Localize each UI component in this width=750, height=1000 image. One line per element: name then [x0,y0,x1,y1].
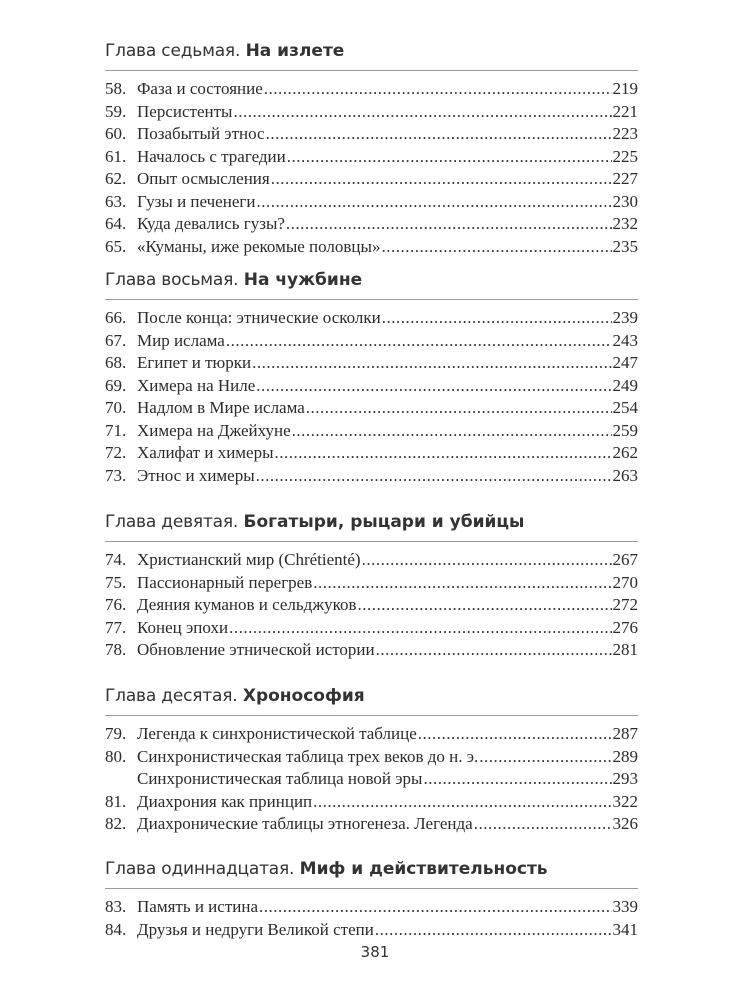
chapter-title: На излете [245,41,345,61]
entry-page: 221 [612,101,638,121]
chapter-11 [105,858,638,941]
dot-leader [306,397,612,420]
toc-entry [105,307,638,330]
dot-leader [313,791,611,814]
entry-title: Куда девались гузы? [137,214,285,233]
toc-entry [105,572,638,595]
toc-entry [105,375,638,398]
chapter-prefix: Глава седьмая. [105,41,241,61]
entry-page: 293 [612,769,638,788]
entry-title: Синхронистическая таблица трех веков до н. э. [137,746,479,766]
toc-entry [105,397,638,420]
entry-title: Конец эпохи [137,617,229,637]
entry-list [105,307,638,487]
entry-page: 232 [612,214,638,233]
chapter-9 [105,511,638,662]
entry-number: 83. [105,897,127,916]
entry-page: 223 [612,124,638,143]
entry-number: 71. [105,420,127,440]
entry-title: Память и истина [137,897,258,916]
dot-leader [362,549,612,572]
entry-title: Обновление этнической истории [137,640,375,659]
dot-leader [264,78,612,101]
toc-entry [105,168,638,191]
entry-title: Началось с трагедии [137,146,286,166]
entry-title: Химера на Ниле [137,375,256,395]
toc-entry [105,123,638,146]
toc-entry [105,213,638,236]
entry-number: 81. [105,791,127,811]
entry-title: Диахрония как принцип [137,791,313,811]
chapter-prefix: Глава одиннадцатая. [105,859,295,879]
entry-page: 230 [612,191,638,211]
entry-title: Пассионарный перегрев [137,572,313,592]
entry-title: Фаза и состояние [137,79,263,98]
toc-entry [105,813,638,836]
chapter-prefix: Глава девятая. [105,512,239,532]
entry-page: 341 [612,919,638,939]
entry-number: 82. [105,814,127,833]
dot-leader [418,723,612,746]
entry-number: 76. [105,595,127,614]
entry-title: Химера на Джейхуне [137,420,291,440]
dot-leader [233,101,611,124]
entry-title: Египет и тюрки [137,353,252,372]
entry-number: 78. [105,640,127,659]
toc-entry [105,442,638,465]
toc-entry [105,768,638,791]
entry-list [105,78,638,258]
dot-leader [256,375,611,398]
entry-title: Друзья и недруги Великой степи [137,919,374,939]
entry-number: 69. [105,375,127,395]
toc-entry [105,549,638,572]
chapter-title: Богатыри, рыцари и убийцы [243,512,525,532]
chapter-prefix: Глава десятая. [105,686,238,706]
entry-page: 326 [612,814,638,833]
toc-entry [105,420,638,443]
entry-number: 61. [105,146,127,166]
chapter-10 [105,685,638,836]
dot-leader [381,236,611,259]
toc-entry [105,78,638,101]
dot-leader [252,352,611,375]
entry-page: 270 [612,572,638,592]
entry-number: 62. [105,169,127,188]
entry-number: 68. [105,353,127,372]
dot-leader [376,639,612,662]
entry-page: 227 [612,169,638,188]
dot-leader [275,442,612,465]
entry-page: 267 [612,550,638,569]
toc-entry [105,465,638,488]
dot-leader [226,330,612,353]
entry-number: 79. [105,724,127,743]
dot-leader [271,168,612,191]
dot-leader [287,146,612,169]
dot-leader [474,813,612,836]
chapter-8 [105,269,638,487]
entry-number: 59. [105,101,127,121]
entry-number: 77. [105,617,127,637]
entry-page: 289 [612,746,638,766]
dot-leader [292,420,612,443]
chapter-heading [105,858,638,889]
toc-entry [105,723,638,746]
entry-page: 272 [612,595,638,614]
entry-title: После конца: этнические осколки [137,308,381,327]
entry-page: 243 [612,330,638,350]
entry-list [105,723,638,836]
entry-title: Надлом в Мире ислама [137,398,305,417]
toc-entry [105,791,638,814]
entry-title: Синхронистическая таблица новой эры [137,769,423,788]
toc-entry [105,896,638,919]
entry-title: Мир ислама [137,330,225,350]
entry-number: 66. [105,308,127,327]
entry-list [105,549,638,662]
entry-number: 70. [105,398,127,417]
toc-entry [105,746,638,769]
chapter-title: Миф и действительность [299,859,548,879]
dot-leader [382,307,612,330]
entry-title: Персистенты [137,101,233,121]
toc-entry [105,236,638,259]
entry-number: 60. [105,124,127,143]
entry-title: Диахронические таблицы этногенеза. Легенда [137,814,473,833]
entry-title: Позабытый этнос [137,124,265,143]
entry-page: 239 [612,308,638,327]
dot-leader [229,617,611,640]
chapter-heading [105,269,638,300]
entry-page: 287 [612,724,638,743]
entry-number: 74. [105,550,127,569]
dot-leader [259,896,612,919]
toc-entry [105,639,638,662]
entry-page: 249 [612,375,638,395]
entry-title: Этнос и химеры [137,465,255,485]
dot-leader [256,191,611,214]
entry-number: 75. [105,572,127,592]
toc-entry [105,617,638,640]
entry-page: 322 [612,791,638,811]
entry-page: 259 [612,420,638,440]
dot-leader [266,123,612,146]
entry-number: 63. [105,191,127,211]
chapter-heading [105,511,638,542]
entry-number: 67. [105,330,127,350]
dot-leader [423,768,611,791]
entry-title: Христианский мир (Chrétienté) [137,550,361,569]
chapter-title: Хронософия [242,686,365,706]
chapter-heading [105,40,638,71]
entry-page: 339 [612,897,638,916]
entry-page: 254 [612,398,638,417]
entry-page: 219 [612,79,638,98]
toc-entry [105,919,638,942]
toc-entry [105,352,638,375]
dot-leader [286,213,612,236]
toc-entry [105,191,638,214]
entry-number: 80. [105,746,127,766]
entry-title: Легенда к синхронистической таблице [137,724,417,743]
entry-page: 281 [612,640,638,659]
entry-page: 225 [612,146,638,166]
chapter-title: На чужбине [243,270,363,290]
entry-page: 263 [612,465,638,485]
toc-entry [105,101,638,124]
entry-title: Гузы и печенеги [137,191,256,211]
entry-number: 65. [105,236,127,256]
entry-page: 276 [612,617,638,637]
entry-page: 262 [612,443,638,462]
dot-leader [375,919,612,942]
toc-entry [105,146,638,169]
entry-number: 64. [105,214,127,233]
dot-leader [256,465,612,488]
chapter-prefix: Глава восьмая. [105,270,239,290]
entry-list [105,896,638,941]
dot-leader [479,746,611,769]
page-number: 381 [360,943,390,961]
entry-title: «Куманы, иже рекомые половцы» [137,236,381,256]
dot-leader [313,572,611,595]
dot-leader [358,594,612,617]
entry-title: Опыт осмысления [137,169,270,188]
toc-entry [105,330,638,353]
entry-number: 58. [105,79,127,98]
entry-number: 84. [105,919,127,939]
entry-title: Халифат и химеры [137,443,274,462]
chapter-heading [105,685,638,716]
entry-page: 247 [612,353,638,372]
entry-page: 235 [612,236,638,256]
entry-title: Деяния куманов и сельджуков [137,595,357,614]
chapter-7 [105,40,638,258]
toc-entry [105,594,638,617]
entry-number: 73. [105,465,127,485]
entry-number: 72. [105,443,127,462]
